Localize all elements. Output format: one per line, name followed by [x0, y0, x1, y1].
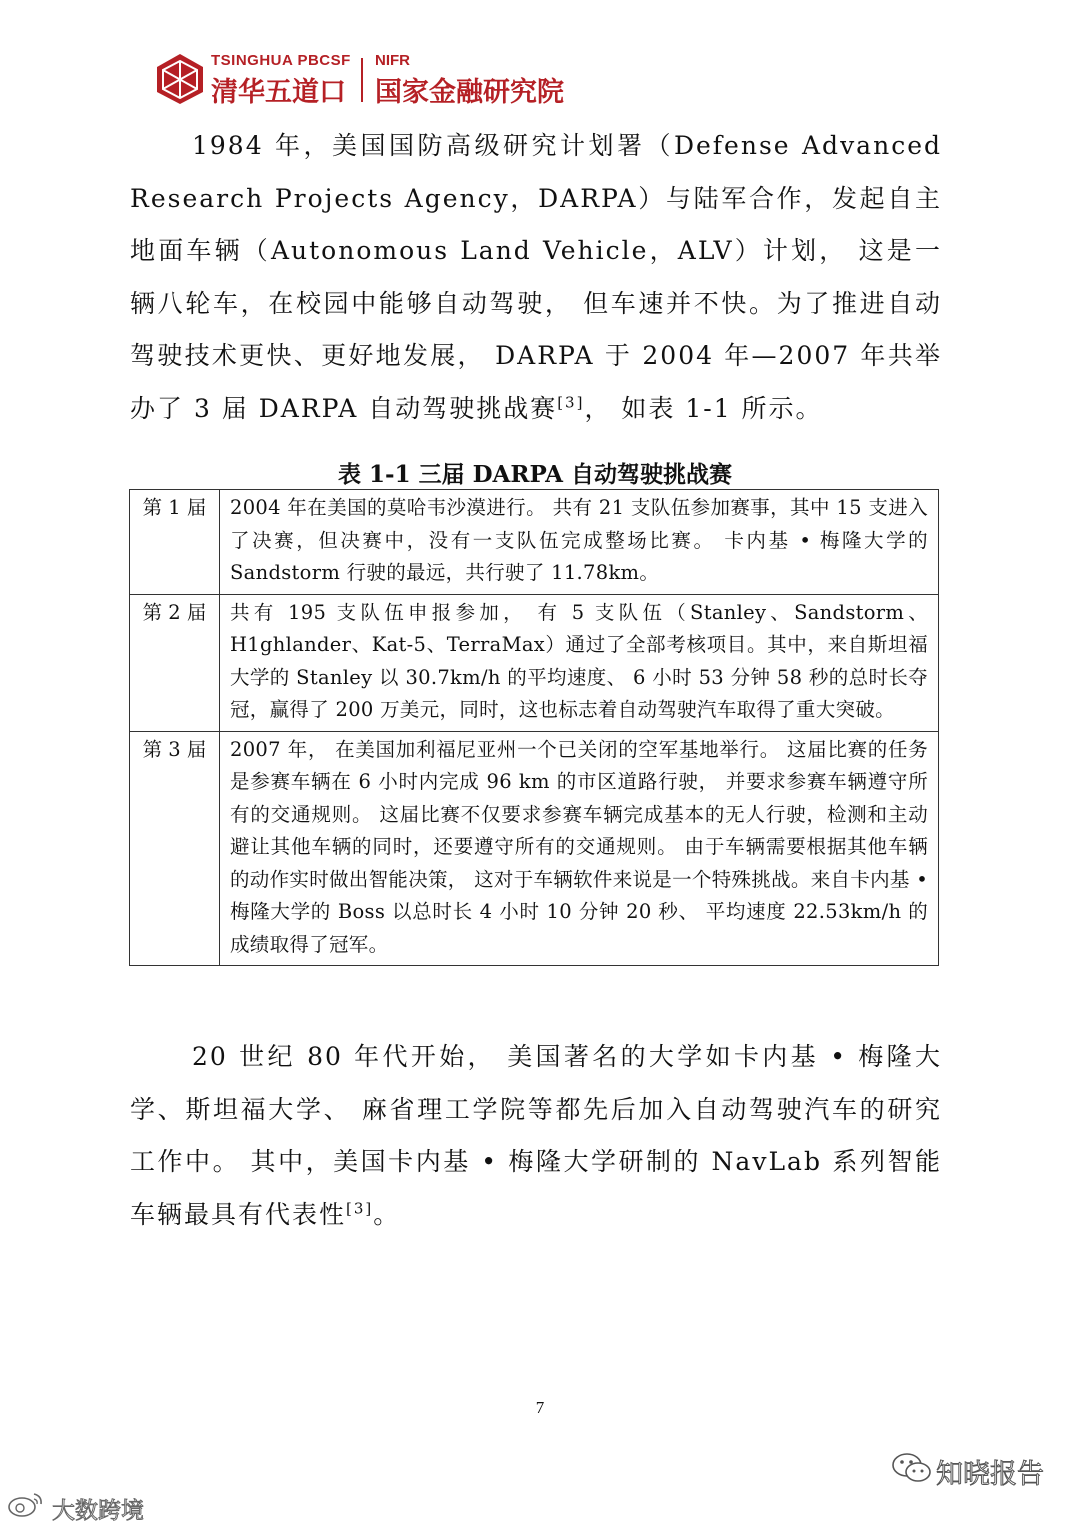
- row-text: 2007 年， 在美国加利福尼亚州一个已关闭的空军基地举行。 这届比赛的任务是参赛车辆在 6 小时内完成 96 km 的市区道路行驶， 并要求参赛车辆遵守所有的交通规则。 这届比赛不仅要求参赛车辆完成基本的无人行驶，检测和主动避让其他车辆的同时，还要遵守所有的交通规则。 由于车辆需要根据其他车辆的动作实时做出智能决策， 这对于车辆软件来说是一个特殊挑战。来自卡内基 • 梅隆大学的 Boss 以总时长 4 小时 10 分钟 20 秒、 平均速度 22.53km/h 的成绩取得了冠军。: [220, 731, 939, 966]
- page-number: 7: [535, 1398, 545, 1417]
- logo-divider: [361, 58, 363, 102]
- row-label: 第 1 届: [130, 490, 220, 595]
- weibo-icon: [6, 1490, 46, 1520]
- logo-left-en: TSINGHUA PBCSF: [211, 52, 351, 69]
- watermark-right: [890, 1450, 1060, 1490]
- table-row: [130, 594, 939, 731]
- citation-ref: [3]: [346, 1199, 374, 1218]
- watermark-right-text: 知晓报告: [936, 1459, 1044, 1490]
- table-row: [130, 731, 939, 966]
- row-text: 2004 年在美国的莫哈韦沙漠进行。 共有 21 支队伍参加赛事，其中 15 支进入了决赛，但决赛中，没有一支队伍完成整场比赛。 卡内基 • 梅隆大学的 Sandstorm 行驶的最远，共行驶了 11.78km。: [220, 490, 939, 595]
- paragraph-1-text: 1984 年，美国国防高级研究计划署（Defense Advanced Research Projects Agency，DARPA）与陆军合作，发起自主地面车辆（Autonomous Land Vehicle，ALV）计划， 这是一辆八轮车，在校园中能够自动驾驶， 但车速并不快。为了推进自动驾驶技术更快、更好地发展， DARPA 于 2004 年—2007 年共举办了 3 届 DARPA 自动驾驶挑战赛: [130, 131, 942, 423]
- paragraph-1-tail: ， 如表 1-1 所示。: [584, 393, 823, 423]
- logo-right-cn: 国家金融研究院: [375, 77, 564, 108]
- body-paragraph-2: [130, 1031, 942, 1241]
- body-paragraph-1: [130, 120, 942, 436]
- row-label: 第 2 届: [130, 594, 220, 731]
- row-text: 共有 195 支队伍申报参加， 有 5 支队伍（Stanley、Sandstorm、H1ghlander、Kat-5、TerraMax）通过了全部考核项目。其中，来自斯坦福大学的 Stanley 以 30.7km/h 的平均速度、 6 小时 53 分钟 58 秒的总时长夺冠，赢得了 200 万美元，同时，这也标志着自动驾驶汽车取得了重大突破。: [220, 594, 939, 731]
- citation-ref: [3]: [557, 393, 585, 412]
- wechat-icon: [890, 1450, 934, 1486]
- header-logo: [155, 52, 575, 110]
- darpa-challenge-table: [129, 489, 939, 966]
- row-label: 第 3 届: [130, 731, 220, 966]
- logo-left-cn: 清华五道口: [211, 77, 346, 108]
- watermark-left-text: 大数跨境: [52, 1498, 144, 1524]
- paragraph-2-tail: 。: [373, 1199, 401, 1229]
- logo-right-en: NIFR: [375, 52, 410, 69]
- table-row: [130, 490, 939, 595]
- table-caption: 表 1-1 三届 DARPA 自动驾驶挑战赛: [338, 461, 732, 488]
- paragraph-2-text: 20 世纪 80 年代开始， 美国著名的大学如卡内基 • 梅隆大学、斯坦福大学、 麻省理工学院等都先后加入自动驾驶汽车的研究工作中。 其中，美国卡内基 • 梅隆大学研制的 NavLab 系列智能车辆最具有代表性: [130, 1042, 942, 1229]
- tsinghua-emblem-icon: [155, 52, 205, 106]
- watermark-left: [6, 1490, 186, 1524]
